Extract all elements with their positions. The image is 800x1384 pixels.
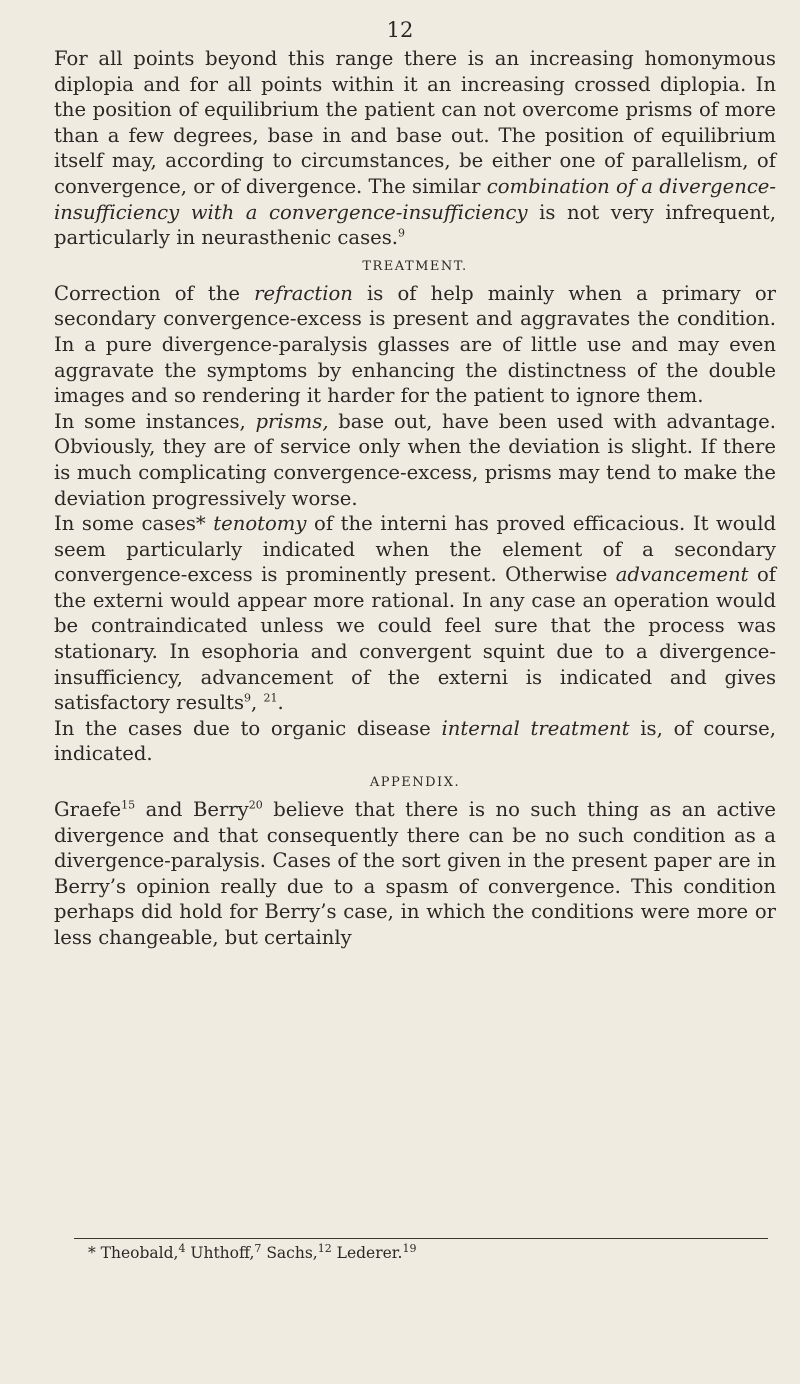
text-run: ,	[251, 691, 264, 715]
reference-superscript: 19	[402, 1241, 417, 1255]
text-run: In the cases due to organic disease	[54, 716, 442, 740]
appendix-section	[54, 797, 776, 951]
text-run: Graefe	[54, 798, 122, 822]
italic-term: refraction	[254, 281, 353, 305]
text-run: believe that there is no such thing as an active divergence and that consequently there can be no such condition as a divergence-paralysis. Cases of the sort given in the present paper are in Berry’s opinion really due to a spasm of convergence. This condition perhaps did hold for Berry’s case, in which the conditions were more or less changeable, but certainly	[54, 798, 776, 949]
italic-term: internal treatment	[441, 716, 630, 740]
treatment-section	[54, 281, 776, 767]
text-run: In some instances,	[54, 409, 256, 433]
text-run: of the interni has proved efficacious. It would seem particularly indicated when the element of a secondary convergence-excess is prominently present. Otherwise	[54, 512, 776, 587]
reference-superscript: 15	[121, 798, 136, 812]
text-run: of the externi would appear more rational. In any case an operation would be contraindicated unless we could feel sure that the process was stationary. In esophoria and convergent squint due to a divergence-insufficiency, advancement of the externi is indicated and gives satisfactory results	[54, 563, 776, 715]
text-run: For all points beyond this range there is an increasing homonymous diplopia and for all points within it an increasing crossed diplopia. In the position of equilibrium the patient can not overcome prisms of more than a few degrees, base in and base out. The position of equilibrium itself may, according to circumstances, be either one of parallelism, of convergence, or of divergence. The similar	[54, 47, 776, 198]
reference-superscript: 7	[254, 1241, 262, 1255]
text-run: Uhthoff,	[185, 1244, 255, 1262]
text-run: is not very infrequent, particularly in neurasthenic cases.	[54, 200, 776, 250]
paragraph	[54, 797, 776, 951]
text-run: .	[277, 691, 284, 715]
text-run: Correction of the	[54, 281, 255, 305]
page-number: 12	[386, 18, 414, 42]
text-run: is, of course, indicated.	[54, 716, 776, 766]
reference-superscript: 12	[317, 1241, 332, 1255]
paragraph	[54, 511, 776, 716]
intro-section	[54, 46, 776, 251]
paragraph	[54, 409, 776, 511]
italic-term: prisms,	[255, 409, 329, 433]
text-run: base out, have been used with advantage. Obviously, they are of service only when the deviation is slight. If there is much complicating convergence-excess, prisms may tend to make the deviation progressively worse.	[54, 409, 777, 510]
text-run: Sachs,	[261, 1244, 318, 1262]
text-run: is of help mainly when a primary or secondary convergence-excess is present and aggravates the condition. In a pure divergence-paralysis glasses are of little use and may even aggravate the symptoms by enhancing the distinctness of the double images and so rendering it harder for the patient to ignore them.	[54, 281, 777, 408]
reference-superscript: 4	[178, 1241, 186, 1255]
text-run: * Theobald,	[88, 1244, 179, 1262]
paragraph	[54, 46, 776, 251]
italic-term: advancement	[615, 563, 749, 587]
reference-superscript: 9	[398, 226, 406, 240]
italic-term: tenotomy	[213, 512, 307, 536]
body-text	[54, 46, 776, 951]
footnote-rule	[74, 1238, 768, 1239]
appendix-heading: APPENDIX.	[369, 775, 461, 791]
reference-superscript: 21	[263, 691, 278, 705]
reference-superscript: 20	[248, 798, 263, 812]
text-run: In some cases*	[54, 512, 214, 536]
text-run: Lederer.	[331, 1244, 403, 1262]
italic-term: combination of a divergence-insufficiency with a convergence-insufficiency	[54, 174, 777, 224]
treatment-heading: TREATMENT.	[362, 258, 468, 274]
paragraph	[54, 281, 776, 409]
reference-superscript: 9	[244, 691, 252, 705]
text-run: and Berry	[135, 798, 249, 822]
paragraph	[54, 716, 776, 767]
footnote	[88, 1241, 417, 1262]
